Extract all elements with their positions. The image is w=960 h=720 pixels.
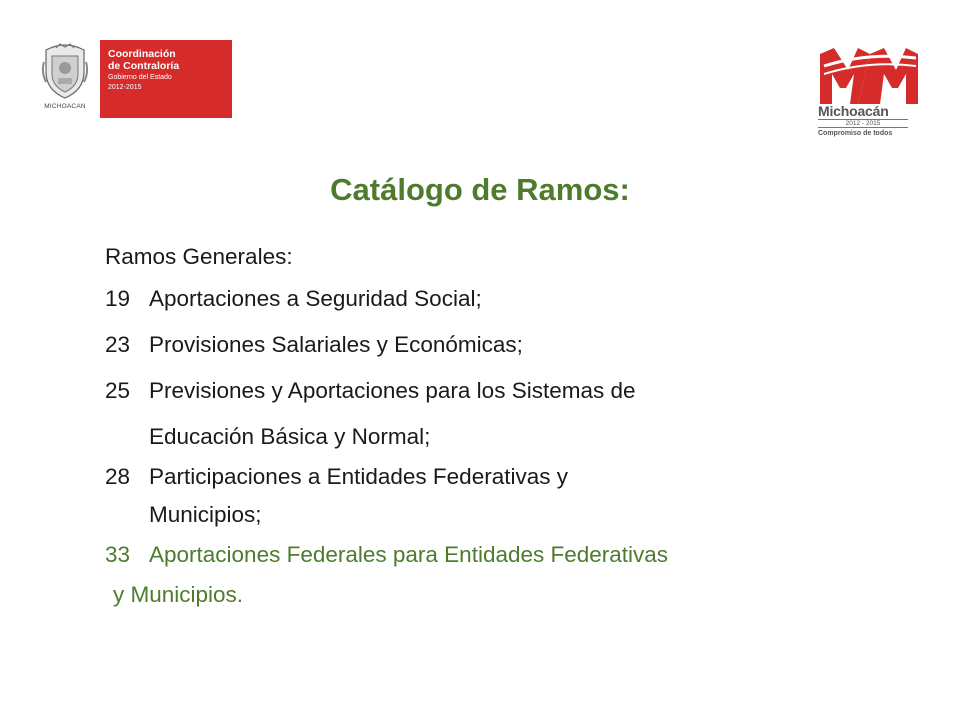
- list-item: [105, 464, 568, 490]
- state-seal: [36, 40, 94, 118]
- ramos-heading-colon: :: [286, 244, 293, 269]
- michoacan-m-icon: [818, 44, 920, 106]
- list-item-continuation: y Municipios.: [113, 582, 244, 607]
- contraloria-logo: [36, 40, 232, 118]
- item-text: Participaciones a Entidades Federativas y: [149, 464, 568, 489]
- list-item-continuation: Educación Básica y Normal;: [149, 424, 431, 449]
- item-number: 25: [105, 378, 131, 403]
- item-number: 19: [105, 286, 131, 311]
- seal-caption: MICHOACAN: [44, 103, 86, 110]
- ramos-heading-label: Ramos Generales: [105, 244, 287, 269]
- item-text: Provisiones Salariales y Económicas;: [149, 332, 523, 357]
- item-text: Aportaciones Federales para Entidades Federativas: [149, 542, 669, 567]
- list-item-continuation: Municipios;: [149, 502, 262, 527]
- michoacan-name: Michoacán: [818, 103, 889, 119]
- michoacan-logo: [818, 44, 920, 137]
- michoacan-years: 2012 - 2015: [818, 119, 908, 128]
- list-item: [105, 378, 636, 404]
- list-item: [105, 286, 482, 312]
- logo-line-4: 2012-2015: [108, 84, 142, 91]
- item-number: 23: [105, 332, 131, 357]
- michoacan-slogan: Compromiso de todos: [818, 130, 893, 137]
- item-number: 33: [105, 542, 131, 567]
- list-item-highlight: [105, 542, 668, 568]
- ramos-heading: [105, 244, 293, 270]
- logo-line-3: Gobierno del Estado: [108, 74, 172, 81]
- logo-line-1: Coordinación: [108, 48, 176, 60]
- state-seal-icon: [40, 42, 90, 100]
- item-text: Aportaciones a Seguridad Social;: [149, 286, 482, 311]
- logo-line-2: de Contraloría: [108, 60, 180, 72]
- list-item: [105, 332, 523, 358]
- item-number: 28: [105, 464, 131, 489]
- slide-title: Catálogo de Ramos:: [330, 172, 630, 207]
- item-text: Previsiones y Aportaciones para los Sistemas de: [149, 378, 636, 403]
- contraloria-red-box: [100, 40, 232, 118]
